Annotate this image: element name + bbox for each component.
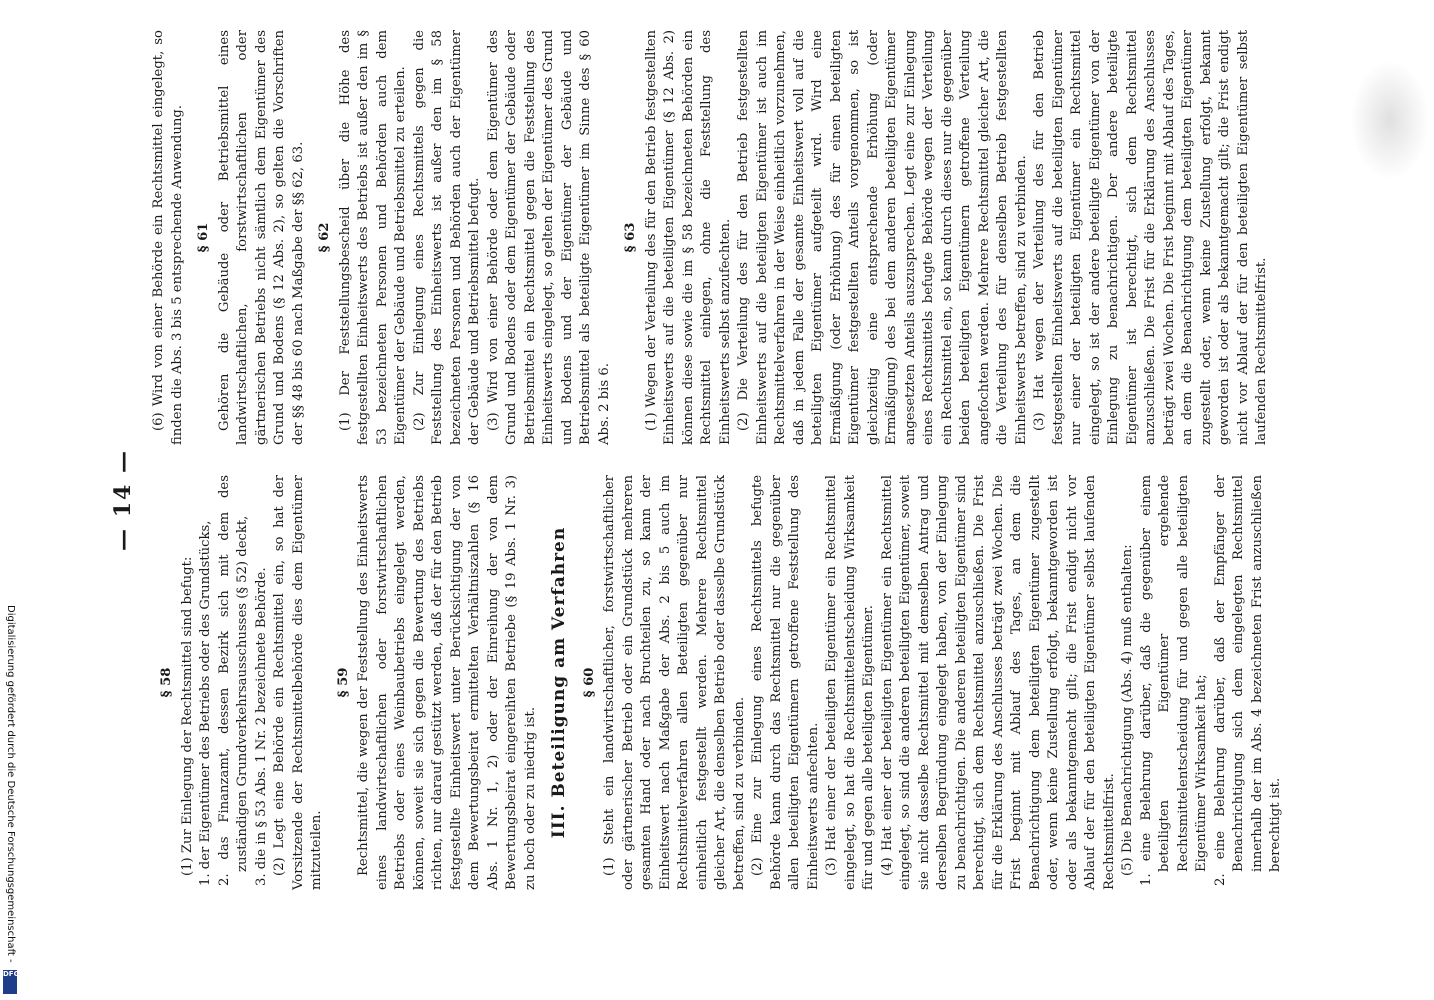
left-column xyxy=(150,475,1286,890)
section-heading-59: § 59 xyxy=(335,667,351,698)
paragraph-58-1: (1) Zur Einlegung der Rechtsmittel sind befugt: xyxy=(179,556,195,876)
paragraph-61: Gehören die Gebäude oder Betriebsmittel eines landwirtschaftlichen, forstwirtschaftlichen oder gärtnerischen Betriebs nicht sämtlich dem Eigentümer des Grund und Bodens (§ 12 Abs. 2), so gelten die Vorschriften der §§ 48 bis 60 nach Maßgabe der §§ 62, 63. xyxy=(216,30,306,445)
section-heading-60: § 60 xyxy=(581,667,597,698)
list-item: 3. die in § 53 Abs. 1 Nr. 2 bezeichnete Behörde. xyxy=(253,567,269,886)
list-item: 1. der Eigentümer des Betriebs oder des Grundstücks, xyxy=(198,520,213,886)
dfg-logo: DFG xyxy=(3,970,17,994)
paragraph-60-1: (1) Steht ein landwirtschaftlicher, forstwirtschaftlicher oder gärtnerischer Betrieb oder ein Grundstück mehreren gesamten Hand oder nach Bruchteilen zu, so kann der Einheitswert nach Maßgabe der Abs. 2 bis 5 auch im Rechtsmittelverfahren allen Beteiligten gegenüber nur einheitlich festgestellt werden. Mehrere Rechtsmittel gleicher Art, die denselben Betrieb oder dasselbe Grundstück betreffen, sind zu verbinden. xyxy=(602,475,747,890)
paragraph-60-2: (2) Eine zur Einlegung eines Rechtsmittels befugte Behörde kann durch das Rechtsmittel nur die gegenüber allen beteiligten Eigentümern getroffene Feststellung des Einheitswerts anfechten. xyxy=(750,475,821,890)
paragraph-63-1: (1) Wegen der Verteilung des für den Betrieb festgestellten Einheitswerts auf die beteiligten Eigentümer (§ 12 Abs. 2) können diese sowie die im § 58 bezeichneten Behörden ein Rechtsmittel einlegen, ohne die Feststellung des Einheitswerts selbst anzufechten. xyxy=(643,30,733,445)
paragraph-60-3: (3) Hat einer der beteiligten Eigentümer ein Rechtsmittel eingelegt, so hat die Rechtsmittelentscheidung Wirksamkeit für und gegen alle beteiligten Eigentümer. xyxy=(824,475,876,890)
paragraph-62-1: (1) Der Feststellungsbescheid über die Höhe des festgestellten Einheitswerts des Betriebs ist außer den im § 53 bezeichneten Personen und Behörden auch dem Eigentümer der Gebäude und Betriebsmittel zu erteilen. xyxy=(337,30,408,445)
paragraph-60-4: (4) Hat einer der beteiligten Eigentümer ein Rechtsmittel eingelegt, so sind die anderen beteiligten Eigentümer, soweit sie nicht dasselbe Rechtsmittel mit demselben Antrag und derselben Begründung eingelegt haben, von der Einlegung zu benachrichtigen. Die anderen beteiligten Eigentümer sind berechtigt, sich dem Rechtsmittel anzuschließen. Die Frist für die Erklärung des Anschlusses beträgt zwei Wochen. Die Frist beginnt mit Ablauf des Tages, an dem die Benachrichtigung dem beteiligten Eigentümer zugestellt oder, wenn keine Zustellung erfolgt, bekanntgeworden ist oder als bekanntgemacht gilt; die Frist endigt nicht vor Ablauf der für den beteiligten Eigentümer selbst laufenden Rechtsmittelfrist. xyxy=(879,475,1117,890)
page-number: — 14 — xyxy=(110,449,136,551)
list-item: 1. eine Belehrung darüber, daß die gegenüber einem beteiligten Eigentümer ergehende Rechtsmittelentscheidung für und gegen alle beteiligten Eigentümer Wirksamkeit hat; xyxy=(1138,475,1209,886)
paragraph-59: Rechtsmittel, die wegen der Feststellung des Einheitswerts eines landwirtschaftlichen oder forstwirtschaftlichen Betriebs oder eines Weinbaubetriebs eingelegt werden, können, soweit sie sich gegen die Bewertung des Betriebs richten, nur darauf gestützt werden, daß der für den Betrieb festgestellte Einheitswert unter Berücksichtigung der von dem Bewertungsbeirat ermittelten Verhältniszahlen (§ 16 Abs. 1 Nr. 1, 2) oder der Einreihung der von dem Bewertungsbeirat eingereihten Betriebe (§ 19 Abs. 1 Nr. 3) zu hoch oder zu niedrig ist. xyxy=(356,475,538,890)
list-item: 2. das Finanzamt, dessen Bezirk sich mit dem des zuständigen Grundverkehrsausschusses (§ 52) deckt, xyxy=(216,475,250,886)
paragraph-62-3: (3) Wird von einer Behörde oder dem Eigentümer des Grund und Bodens oder dem Eigentümer der Gebäude oder Betriebsmittel ein Rechtsmittel gegen die Feststellung des Einheitswerts eingelegt, so gelten der Eigentümer des Grund und Bodens und der Eigentümer der Gebäude und Betriebsmittel als beteiligte Eigentümer im Sinne des § 60 Abs. 2 bis 6. xyxy=(485,30,612,445)
paragraph-63-2: (2) Die Verteilung des für den Betrieb festgestellten Einheitswerts auf die beteiligten Eigentümer ist auch im Rechtsmittelverfahren in der Weise einheitlich vorzunehmen, daß in jedem Falle der gesamte Einheitswert voll auf die beteiligten Eigentümer aufgeteilt wird. Wird eine Ermäßigung (oder Erhöhung) des für einen beteiligten Eigentümer festgestellten Anteils vorgenommen, so ist gleichzeitig eine entsprechende Erhöhung (oder Ermäßigung) des bei dem anderen beteiligten Eigentümer angesetzten Anteils auszusprechen. Legt eine zur Einlegung eines Rechtsmittels befugte Behörde wegen der Verteilung ein Rechtsmittel ein, so kann durch dieses nur die gegenüber beiden beteiligten Eigentümern getroffene Verteilung angefochten werden. Mehrere Rechtsmittel gleicher Art, die die Verteilung des für denselben Betrieb festgestellten Einheitswerts betreffen, sind zu verbinden. xyxy=(736,30,1029,445)
section-heading-58: § 58 xyxy=(159,667,174,698)
digitization-credit-text: Digitalisierung gefördert durch die Deutsche Forschungsgemeinschaft - xyxy=(5,605,16,963)
section-heading-61: § 61 xyxy=(196,222,211,253)
right-column xyxy=(150,30,1272,445)
paragraph-62-2: (2) Zur Einlegung eines Rechtsmittels gegen die Feststellung des Einheitswerts ist außer den im § 58 bezeichneten Personen und Behörden auch der Eigentümer der Gebäude und Betriebsmittel befugt. xyxy=(411,30,482,445)
paragraph-60-6: (6) Wird von einer Behörde ein Rechtsmittel eingelegt, so finden die Abs. 3 bis 5 entsprechende Anwendung. xyxy=(151,30,185,445)
list-item: 2. eine Belehrung darüber, daß der Empfänger der Benachrichtigung sich dem eingelegten Rechtsmittel innerhalb der im Abs. 4 bezeichneten Frist anzuschließen berechtigt ist. xyxy=(1212,475,1283,886)
paragraph-58-2: (2) Legt eine Behörde ein Rechtsmittel ein, so hat der Vorsitzende der Rechtsmittelbehörde dies dem Eigentümer mitzuteilen. xyxy=(272,475,324,890)
digitization-credit xyxy=(2,605,18,995)
section-heading-63: § 63 xyxy=(623,222,638,253)
paragraph-60-5: (5) Die Benachrichtigung (Abs. 4) muß enthalten: xyxy=(1120,544,1135,876)
part-title: III. Beteiligung am Verfahren xyxy=(549,526,569,839)
paragraph-63-3: (3) Hat wegen der Verteilung des für den Betrieb festgestellten Einheitswerts auf die beteiligten Eigentümer nur einer der beteiligten Eigentümer ein Rechtsmittel eingelegt, so ist der andere beteiligte Eigentümer von der Einlegung zu benachrichtigen. Der andere beteiligte Eigentümer ist berechtigt, sich dem Rechtsmittel anzuschließen. Die Frist für die Erklärung des Anschlusses beträgt zwei Wochen. Die Frist beginnt mit Ablauf des Tages, an dem die Benachrichtigung dem beteiligten Eigentümer zugestellt oder, wenn keine Zustellung erfolgt, bekannt geworden ist oder als bekanntgemacht gilt; die Frist endigt nicht vor Ablauf der für den beteiligten Eigentümer selbst laufenden Rechtsmittelfrist. xyxy=(1032,30,1269,445)
section-heading-62: § 62 xyxy=(317,222,332,253)
